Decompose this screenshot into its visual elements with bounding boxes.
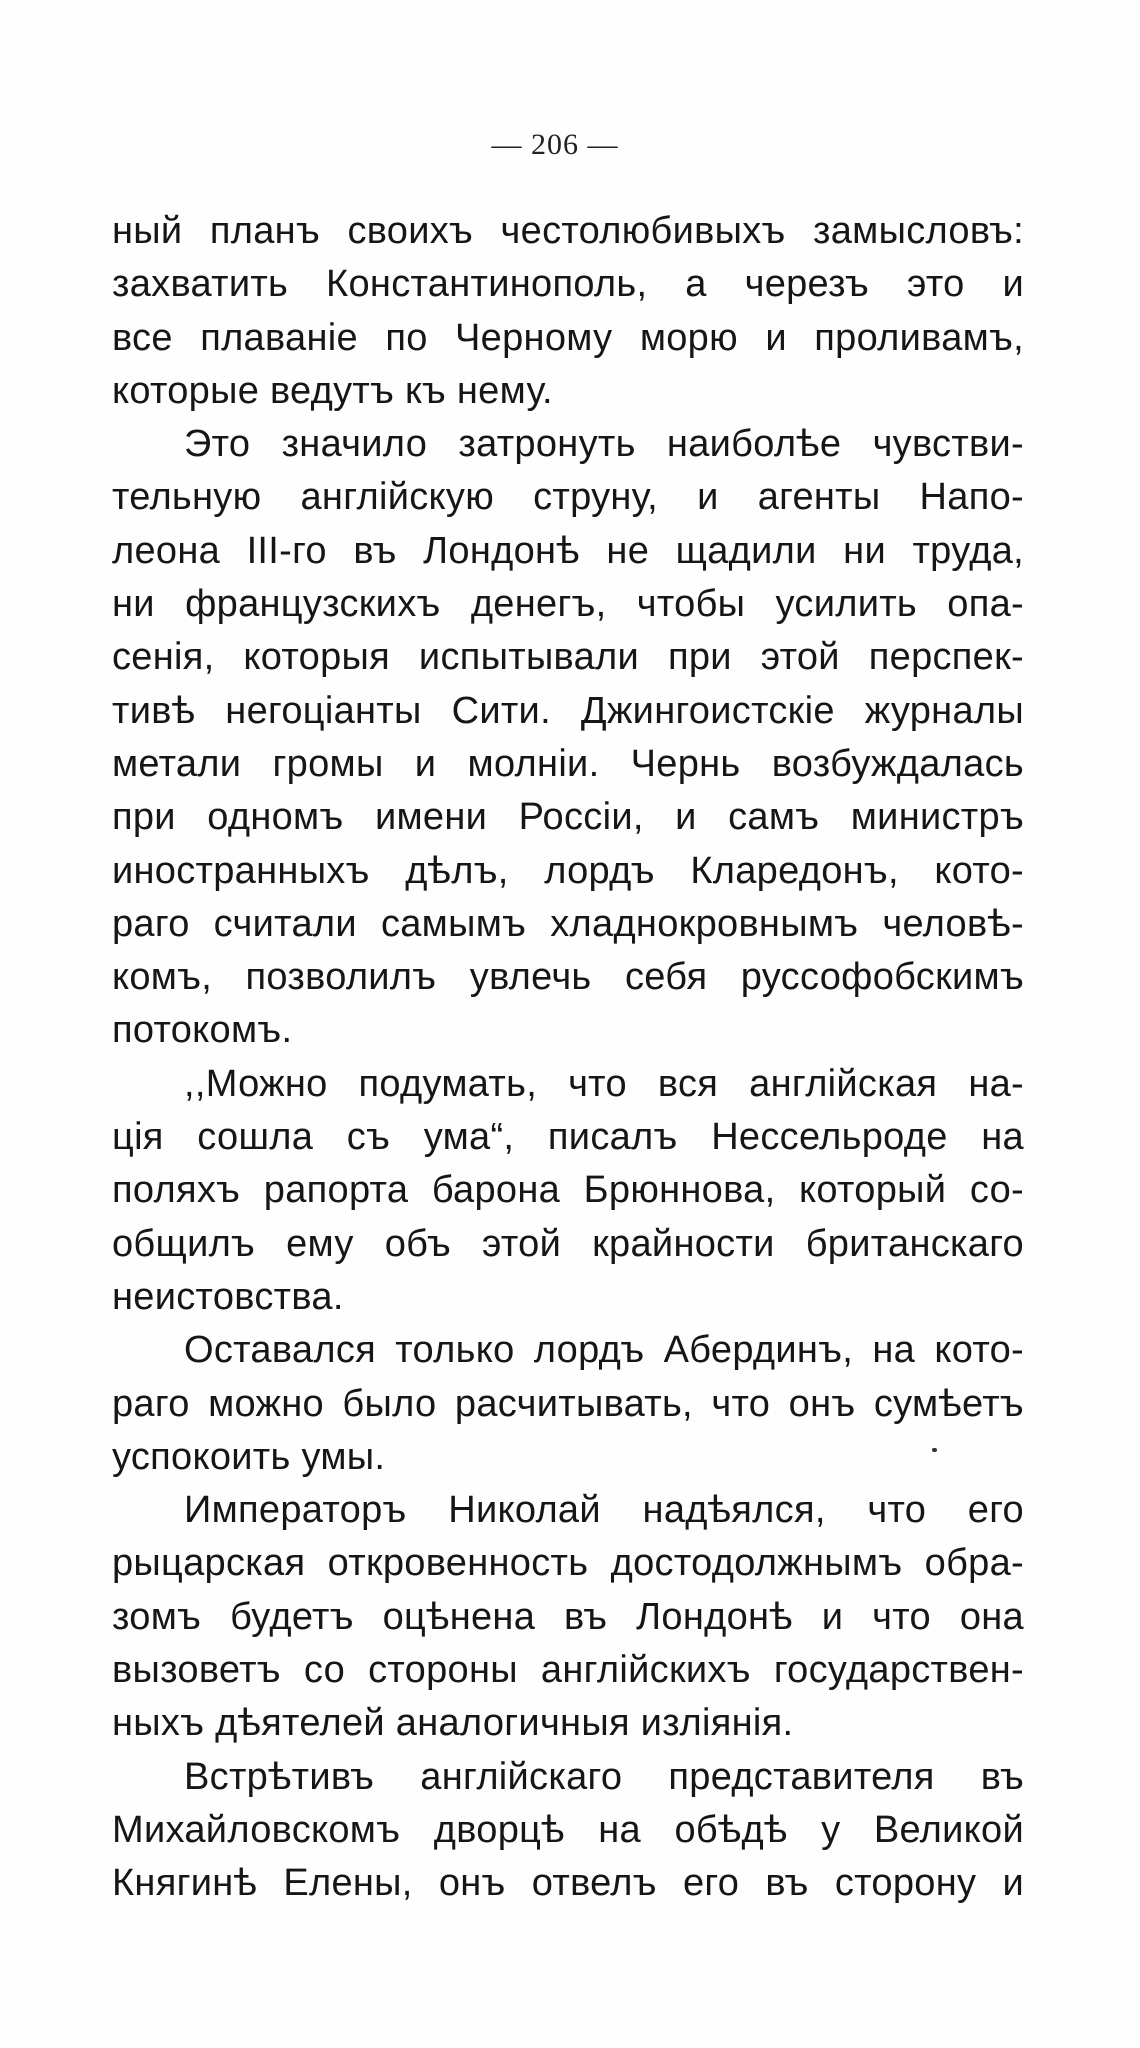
text-line: неистовства. <box>112 1275 344 1318</box>
text-line: тивѣ негоціанты Сити. Джингоистскіе журналы <box>112 689 1024 732</box>
text-line: метали громы и молніи. Чернь возбуждалась <box>112 742 1024 785</box>
paragraph-first-line: Императоръ Николай надѣялся, что его <box>184 1489 1024 1532</box>
text-line: успокоить умы. <box>112 1435 386 1478</box>
text-line: вызоветъ со стороны англійскихъ государствен- <box>112 1649 1024 1692</box>
paragraph-first-line: Это значило затронуть наиболѣе чувстви- <box>184 423 1024 466</box>
text-line: ція сошла съ ума“, писалъ Нессельроде на <box>112 1116 1024 1159</box>
text-line: раго можно было расчитывать, что онъ сумѣетъ <box>112 1382 1024 1425</box>
text-line: поляхъ рапорта барона Брюннова, который со- <box>112 1169 1024 1212</box>
body-text <box>112 205 1024 1911</box>
text-line: ный планъ своихъ честолюбивыхъ замысловъ: <box>112 210 1024 252</box>
text-line: общилъ ему объ этой крайности британскаго <box>112 1222 1024 1265</box>
text-line: захватить Константинополь, а черезъ это и <box>112 263 1024 306</box>
text-line: рыцарская откровенность достодолжнымъ обра- <box>112 1542 1024 1585</box>
text-line: ныхъ дѣятелей аналогичныя изліянія. <box>112 1702 794 1745</box>
text-line: все плаваніе по Черному морю и проливамъ, <box>112 316 1024 359</box>
text-line: тельную англійскую струну, и агенты Напо- <box>112 476 1024 519</box>
text-line: ни французскихъ денегъ, чтобы усилить опа- <box>112 583 1024 626</box>
text-line: иностранныхъ дѣлъ, лордъ Кларедонъ, кото- <box>112 849 1024 892</box>
text-line: Княгинѣ Елены, онъ отвелъ его въ сторону и <box>112 1862 1024 1905</box>
text-line: раго считали самымъ хладнокровнымъ человѣ- <box>112 902 1024 945</box>
text-line: при одномъ имени Россіи, и самъ министръ <box>112 796 1024 839</box>
text-line: леона III-го въ Лондонѣ не щадили ни труда, <box>112 529 1024 572</box>
ink-speck <box>932 1448 937 1452</box>
paragraph-first-line: ,,Можно подумать, что вся англійская на- <box>184 1062 1024 1105</box>
paragraph-first-line: Встрѣтивъ англійскаго представителя въ <box>184 1755 1024 1798</box>
text-line: зомъ будетъ оцѣнена въ Лондонѣ и что она <box>112 1595 1024 1638</box>
text-line: Михайловскомъ дворцѣ на обѣдѣ у Великой <box>112 1808 1024 1851</box>
text-line: потокомъ. <box>112 1009 293 1052</box>
paragraph-first-line: Оставался только лордъ Абердинъ, на кото- <box>184 1329 1024 1372</box>
text-line: которые ведутъ къ нему. <box>112 369 553 412</box>
text-line: комъ, позволилъ увлечь себя руссофобскимъ <box>112 956 1024 999</box>
text-line: сенія, которыя испытывали при этой перспек- <box>112 636 1024 679</box>
page-number: — 206 — <box>491 128 619 161</box>
